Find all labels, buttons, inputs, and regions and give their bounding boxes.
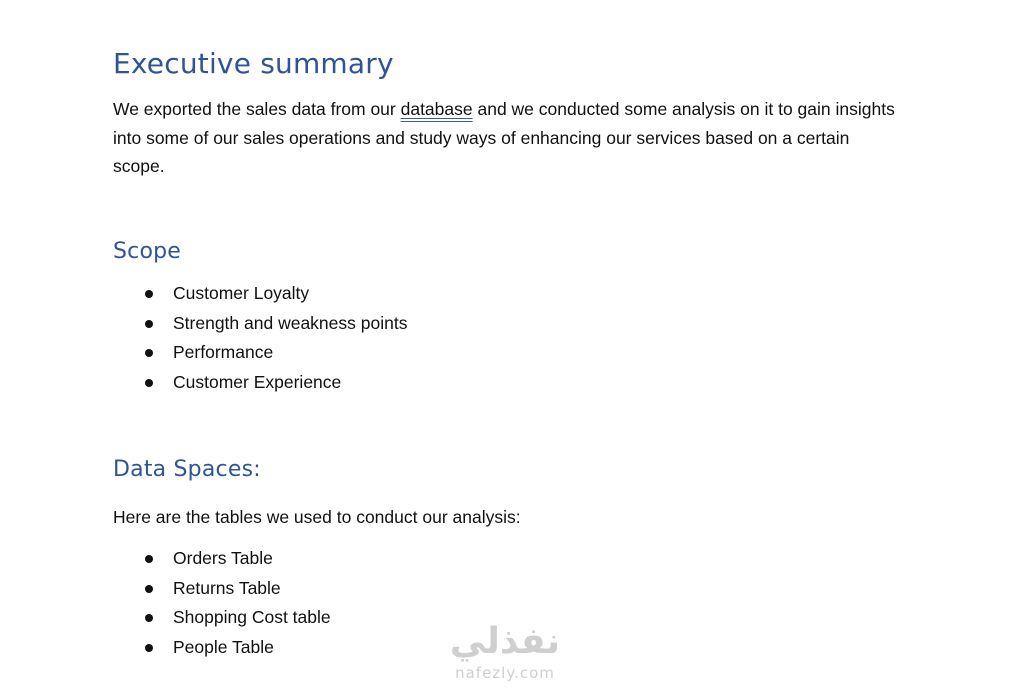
bullet-icon <box>145 555 153 563</box>
list-item-label: Performance <box>173 342 274 363</box>
bullet-icon <box>145 585 153 593</box>
bullet-icon <box>145 349 153 357</box>
intro-text-after: and we conducted some analysis on it to gain insights into some of our sales operations and study ways of enhancing our services based on a certain scope. <box>113 99 895 176</box>
bullet-icon <box>145 644 153 652</box>
bullet-icon <box>145 320 153 328</box>
list-item-label: Strength and weakness points <box>173 312 408 333</box>
bullet-icon <box>145 290 153 298</box>
bullet-icon <box>145 614 153 622</box>
watermark-arabic-text: نفذلي <box>449 621 561 662</box>
list-item-label: Customer Loyalty <box>173 283 310 303</box>
list-item-label: Customer Experience <box>173 371 342 392</box>
list-item-label: Orders Table <box>173 548 273 568</box>
list-item-label: Shopping Cost table <box>173 607 331 628</box>
data-spaces-heading: Data Spaces: <box>113 457 261 482</box>
page-title: Executive summary <box>113 47 394 80</box>
scope-heading: Scope <box>113 239 182 264</box>
database-link[interactable]: database <box>400 99 473 119</box>
intro-text-before: We exported the sales data from our <box>113 99 401 119</box>
watermark-latin-text: nafezly.com <box>455 664 555 682</box>
data-spaces-intro: Here are the tables we used to conduct our analysis: <box>113 507 521 527</box>
intro-paragraph <box>113 95 903 181</box>
bullet-icon <box>145 379 153 387</box>
list-item-label: Returns Table <box>173 577 281 598</box>
watermark-logo <box>430 620 580 690</box>
list-item-label: People Table <box>173 636 274 657</box>
